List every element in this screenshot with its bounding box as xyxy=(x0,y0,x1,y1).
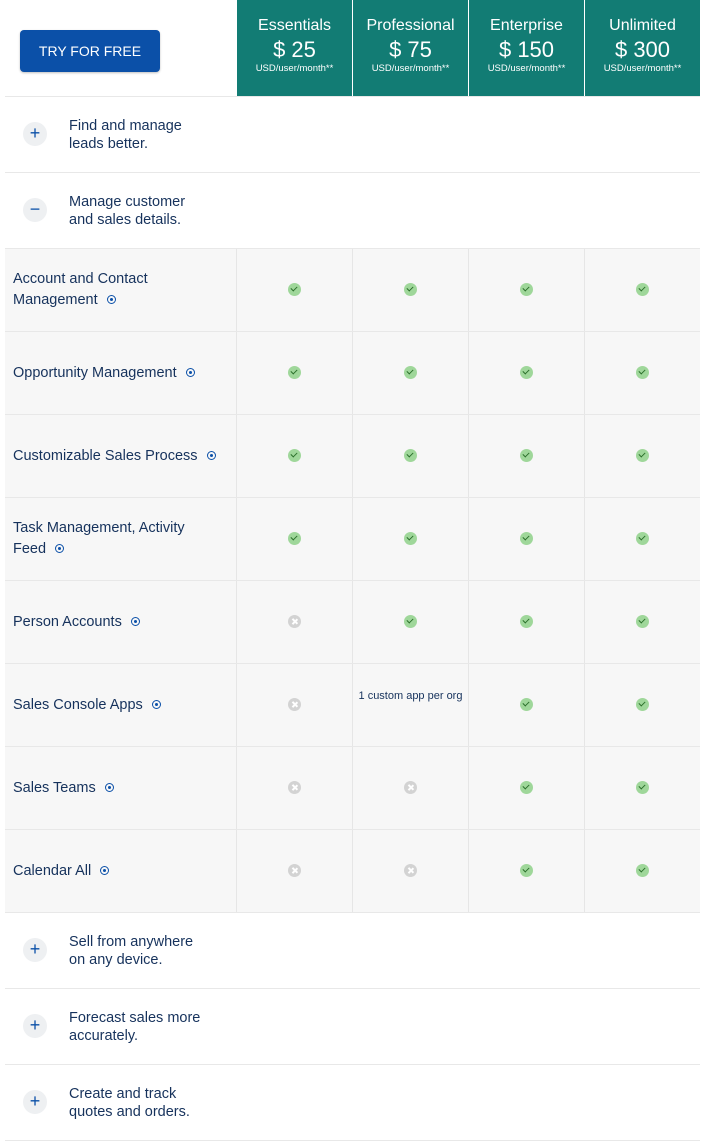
feature-name xyxy=(13,446,218,467)
feature-cell xyxy=(353,332,468,414)
feature-cell xyxy=(237,664,352,746)
feature-cell xyxy=(237,747,352,829)
feature-cell xyxy=(585,664,700,746)
category-label xyxy=(69,117,219,153)
check-icon xyxy=(404,283,417,296)
check-icon xyxy=(636,366,649,379)
category-row[interactable] xyxy=(5,989,700,1065)
plan-price: $ 75 xyxy=(389,37,432,62)
cross-icon xyxy=(288,781,301,794)
plus-icon[interactable]: + xyxy=(23,938,47,962)
plan-name: Professional xyxy=(366,17,455,34)
feature-name-line: Customizable Sales Process xyxy=(13,448,198,464)
feature-cell xyxy=(585,830,700,912)
feature-row xyxy=(5,664,700,747)
info-icon[interactable] xyxy=(107,295,116,304)
info-icon[interactable] xyxy=(207,451,216,460)
check-icon xyxy=(520,366,533,379)
category-row[interactable] xyxy=(5,97,700,173)
pricing-header xyxy=(5,0,700,97)
check-icon xyxy=(636,532,649,545)
try-for-free-button[interactable]: TRY FOR FREE xyxy=(20,30,160,72)
plan-price: $ 25 xyxy=(273,37,316,62)
feature-name xyxy=(13,778,218,799)
category-row[interactable] xyxy=(5,173,700,249)
info-icon[interactable] xyxy=(105,783,114,792)
check-icon xyxy=(404,532,417,545)
feature-cell xyxy=(469,747,584,829)
check-icon xyxy=(520,864,533,877)
check-icon xyxy=(288,449,301,462)
feature-cell xyxy=(237,830,352,912)
check-icon xyxy=(636,781,649,794)
feature-cell xyxy=(469,415,584,497)
category-label xyxy=(69,193,219,229)
category-label-line: Create and track xyxy=(69,1086,177,1102)
feature-name xyxy=(13,518,218,560)
plan-price: $ 150 xyxy=(498,37,555,62)
feature-name-line: Account and Contact xyxy=(13,271,148,287)
plan-professional xyxy=(353,0,468,96)
feature-name-line: Sales Console Apps xyxy=(13,697,143,713)
plus-icon[interactable]: + xyxy=(23,1014,47,1038)
category-label xyxy=(69,1009,219,1045)
feature-name xyxy=(13,695,218,716)
feature-cell xyxy=(585,581,700,663)
plan-unit: USD/user/month** xyxy=(371,63,450,74)
check-icon xyxy=(288,366,301,379)
feature-row xyxy=(5,249,700,332)
check-icon xyxy=(636,283,649,296)
plus-icon[interactable]: + xyxy=(23,1090,47,1114)
feature-cell xyxy=(585,249,700,331)
check-icon xyxy=(520,283,533,296)
pricing-comparison xyxy=(5,0,700,1148)
feature-cell xyxy=(353,415,468,497)
feature-cell xyxy=(237,249,352,331)
feature-cell xyxy=(469,498,584,580)
feature-name-line: Opportunity Management xyxy=(13,365,177,381)
category-label-line: Manage customer xyxy=(69,194,186,210)
feature-cell xyxy=(353,747,468,829)
feature-row xyxy=(5,830,700,913)
feature-name xyxy=(13,861,218,882)
category-label-line: and sales details. xyxy=(69,212,182,228)
check-icon xyxy=(520,532,533,545)
plan-unit: USD/user/month** xyxy=(603,63,682,74)
cross-icon xyxy=(404,781,417,794)
category-row[interactable] xyxy=(5,913,700,989)
feature-name-line: Person Accounts xyxy=(13,614,122,630)
check-icon xyxy=(636,449,649,462)
cross-icon xyxy=(288,864,301,877)
category-label-line: on any device. xyxy=(69,952,163,968)
check-icon xyxy=(288,532,301,545)
category-label xyxy=(69,933,219,969)
feature-name-line: Calendar All xyxy=(13,863,92,879)
feature-name-line: Task Management, Activity xyxy=(13,520,185,536)
feature-cell xyxy=(237,498,352,580)
plan-essentials xyxy=(237,0,352,96)
info-icon[interactable] xyxy=(55,544,64,553)
cell-text: 1 custom app per org xyxy=(358,690,463,702)
category-label-line: Find and manage xyxy=(69,118,182,134)
feature-name-line: Sales Teams xyxy=(13,780,96,796)
feature-row xyxy=(5,747,700,830)
plan-unit: USD/user/month** xyxy=(255,63,334,74)
feature-cell xyxy=(353,581,468,663)
feature-cell xyxy=(469,664,584,746)
feature-name xyxy=(13,269,218,311)
info-icon[interactable] xyxy=(131,617,140,626)
feature-name xyxy=(13,363,218,384)
category-row[interactable] xyxy=(5,1065,700,1141)
feature-cell xyxy=(585,498,700,580)
minus-icon[interactable]: − xyxy=(23,198,47,222)
cross-icon xyxy=(288,698,301,711)
feature-cell xyxy=(585,415,700,497)
check-icon xyxy=(520,449,533,462)
category-label-line: Sell from anywhere xyxy=(69,934,194,950)
plan-unlimited xyxy=(585,0,700,96)
feature-cell xyxy=(237,415,352,497)
plus-icon[interactable]: + xyxy=(23,122,47,146)
info-icon[interactable] xyxy=(152,700,161,709)
feature-row xyxy=(5,332,700,415)
feature-cell xyxy=(237,581,352,663)
plan-enterprise xyxy=(469,0,584,96)
feature-cell xyxy=(353,664,468,746)
feature-cell xyxy=(469,830,584,912)
feature-cell xyxy=(353,830,468,912)
check-icon xyxy=(288,283,301,296)
check-icon xyxy=(404,366,417,379)
plan-name: Unlimited xyxy=(609,17,676,34)
category-label xyxy=(69,1085,219,1121)
feature-cell xyxy=(469,249,584,331)
cross-icon xyxy=(404,864,417,877)
feature-cell xyxy=(469,332,584,414)
feature-cell xyxy=(353,249,468,331)
feature-cell xyxy=(469,581,584,663)
category-label-line: leads better. xyxy=(69,136,148,152)
plan-price: $ 300 xyxy=(614,37,671,62)
feature-row xyxy=(5,415,700,498)
check-icon xyxy=(636,615,649,628)
check-icon xyxy=(520,698,533,711)
feature-row xyxy=(5,581,700,664)
check-icon xyxy=(520,781,533,794)
plan-unit: USD/user/month** xyxy=(487,63,566,74)
category-label-line: quotes and orders. xyxy=(69,1104,190,1120)
check-icon xyxy=(636,698,649,711)
category-label-line: accurately. xyxy=(69,1028,139,1044)
feature-row xyxy=(5,498,700,581)
check-icon xyxy=(520,615,533,628)
feature-cell xyxy=(237,332,352,414)
plan-name: Essentials xyxy=(258,17,331,34)
check-icon xyxy=(636,864,649,877)
cross-icon xyxy=(288,615,301,628)
info-icon[interactable] xyxy=(186,368,195,377)
info-icon[interactable] xyxy=(100,866,109,875)
feature-name-line: Feed xyxy=(13,541,47,557)
check-icon xyxy=(404,615,417,628)
feature-name-line: Management xyxy=(13,292,98,308)
category-label-line: Forecast sales more xyxy=(69,1010,201,1026)
feature-name xyxy=(13,612,218,633)
plan-name: Enterprise xyxy=(490,17,563,34)
check-icon xyxy=(404,449,417,462)
feature-cell xyxy=(585,747,700,829)
feature-cell xyxy=(353,498,468,580)
feature-cell xyxy=(585,332,700,414)
